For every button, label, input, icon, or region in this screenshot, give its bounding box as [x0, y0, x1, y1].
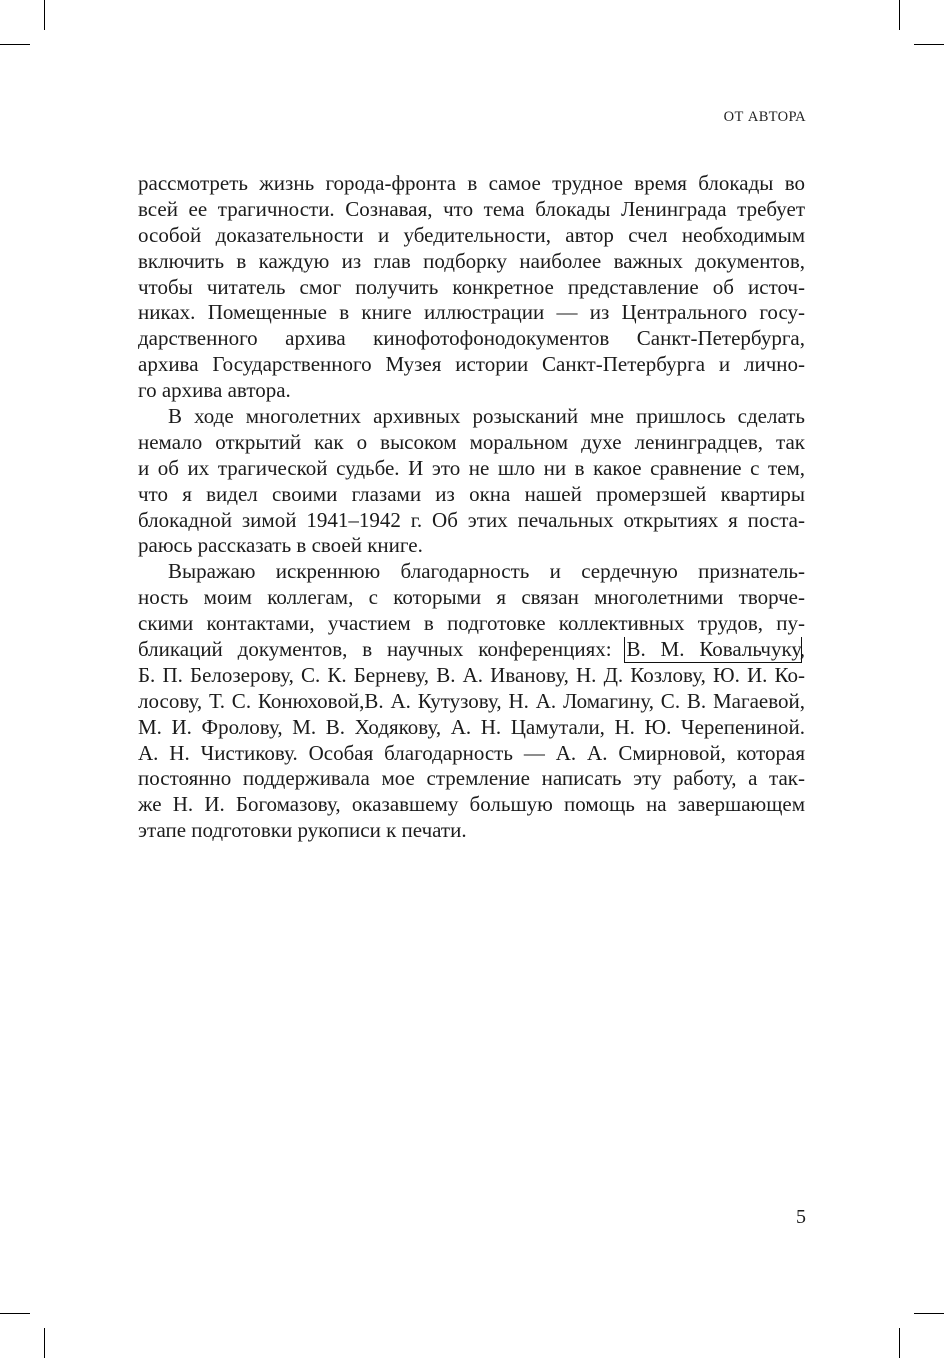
paragraph-2 [138, 404, 805, 559]
text-line: скими контактами, участием в подготовке коллективных трудов, пу- [138, 611, 805, 636]
text-line: немало открытий как о высоком моральном духе ленинградцев, так [138, 429, 805, 454]
crop-mark [0, 44, 30, 45]
running-head: ОТ АВТОРА [723, 109, 806, 125]
text-line: никах. Помещенные в книге иллюстрации — из Центрального госу- [138, 300, 805, 325]
text-line: рассмотреть жизнь города-фронта в самое трудное время блокады во [138, 171, 805, 195]
text-line: М. И. Фролову, М. В. Ходякову, А. Н. Цамутали, Н. Ю. Черепениной. [138, 714, 805, 739]
text-line: го архива автора. [138, 378, 291, 403]
line-text: , [799, 637, 805, 662]
text-line: же Н. И. Богомазову, оказавшему большую помощь на завершающем [138, 792, 805, 817]
paragraph-3 [138, 559, 805, 844]
text-line: раюсь рассказать в своей книге. [138, 533, 423, 558]
text-line: А. Н. Чистикову. Особая благодарность — А. А. Смирновой, которая [138, 740, 805, 765]
page-number: 5 [796, 1206, 806, 1228]
crop-mark [0, 1313, 30, 1314]
text-line: архива Государственного Музея истории Санкт-Петербурга и лично- [138, 352, 805, 377]
text-line: ность моим коллегам, с которыми я связан многолетними творче- [138, 585, 805, 610]
text-line: что я видел своими глазами из окна нашей промерзшей квартиры [138, 481, 805, 506]
crop-mark [914, 44, 944, 45]
crop-mark [899, 1328, 900, 1358]
text-line: особой доказательности и убедительности, автор счел необходимым [138, 222, 805, 247]
text-line: включить в каждую из глав подборку наиболее важных документов, [138, 248, 805, 273]
crop-mark [899, 0, 900, 30]
crop-mark [914, 1313, 944, 1314]
text-line: лосову, Т. С. Конюховой,В. А. Кутузову, Н. А. Ломагину, С. В. Магаевой, [138, 688, 805, 713]
text-line: всей ее трагичности. Сознавая, что тема блокады Ленинграда требует [138, 196, 805, 221]
text-line: постоянно поддерживала мое стремление написать эту работу, а так- [138, 766, 805, 791]
crop-mark [44, 1328, 45, 1358]
highlighted-name: В. М. Ковальчуку [626, 637, 800, 662]
text-line: Б. П. Белозерову, С. К. Берневу, В. А. Иванову, Н. Д. Козлову, Ю. И. Ко- [138, 662, 805, 687]
text-line: В ходе многолетних архивных розысканий мне пришлось сделать [168, 404, 805, 429]
text-line: этапе подготовки рукописи к печати. [138, 818, 467, 843]
text-line: блокадной зимой 1941–1942 г. Об этих печальных открытиях я поста- [138, 507, 805, 532]
text-line: дарственного архива кинофотофонодокументов Санкт-Петербурга, [138, 326, 805, 351]
text-line: чтобы читатель смог получить конкретное представление об источ- [138, 274, 805, 299]
text-line: и об их трагической судьбе. И это не шло ни в какое сравнение с тем, [138, 455, 805, 480]
line-text: бликаций документов, в научных конференциях: [138, 637, 627, 662]
paragraph-1 [138, 171, 805, 404]
body-text [138, 171, 805, 844]
text-line: Выражаю искреннюю благодарность и сердечную признатель- [168, 559, 805, 584]
text-line [138, 637, 805, 663]
crop-mark [44, 0, 45, 30]
